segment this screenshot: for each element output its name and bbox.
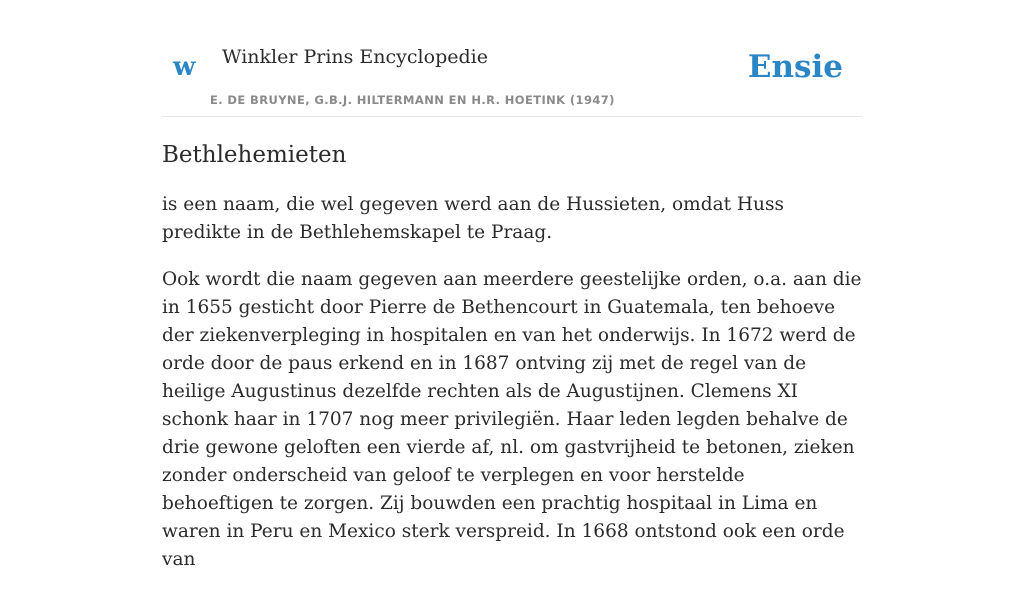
ensie-brand-logo[interactable]: Ensie	[747, 49, 843, 85]
source-header	[162, 0, 862, 117]
entry-title: Bethlehemieten	[162, 142, 347, 168]
entry-paragraph: is een naam, die wel gegeven werd aan de Hussieten, omdat Huss predikte in de Bethlehemskapel te Praag.	[162, 193, 784, 243]
source-title[interactable]: Winkler Prins Encyclopedie	[222, 46, 488, 68]
entry-paragraph: Ook wordt die naam gegeven aan meerdere geestelijke orden, o.a. aan die in 1655 gesticht door Pierre de Bethencourt in Guatemala, ten behoeve der ziekenverpleging in hospitalen en van het onderwijs. In 1672 werd de orde door de paus erkend en in 1687 ontving zij met de regel van de heilige Augustinus dezelfde rechten als de Augustijnen. Clemens XI schonk haar in 1707 nog meer privilegiën. Haar leden legden behalve de drie gewone geloften een vierde af, nl. om gastvrijheid te betonen, zieken zonder onderscheid van geloof te verplegen en voor herstelde behoeftigen te zorgen. Zij bouwden een prachtig hospitaal in Lima en waren in Peru en Mexico sterk verspreid. In 1668 ontstond ook een orde van	[162, 268, 862, 570]
document-page	[162, 0, 862, 593]
winkler-prins-logo-icon[interactable]: w	[173, 52, 196, 82]
entry-body	[162, 191, 862, 574]
source-authors: E. DE BRUYNE, G.B.J. HILTERMANN EN H.R. HOETINK (1947)	[210, 93, 615, 107]
